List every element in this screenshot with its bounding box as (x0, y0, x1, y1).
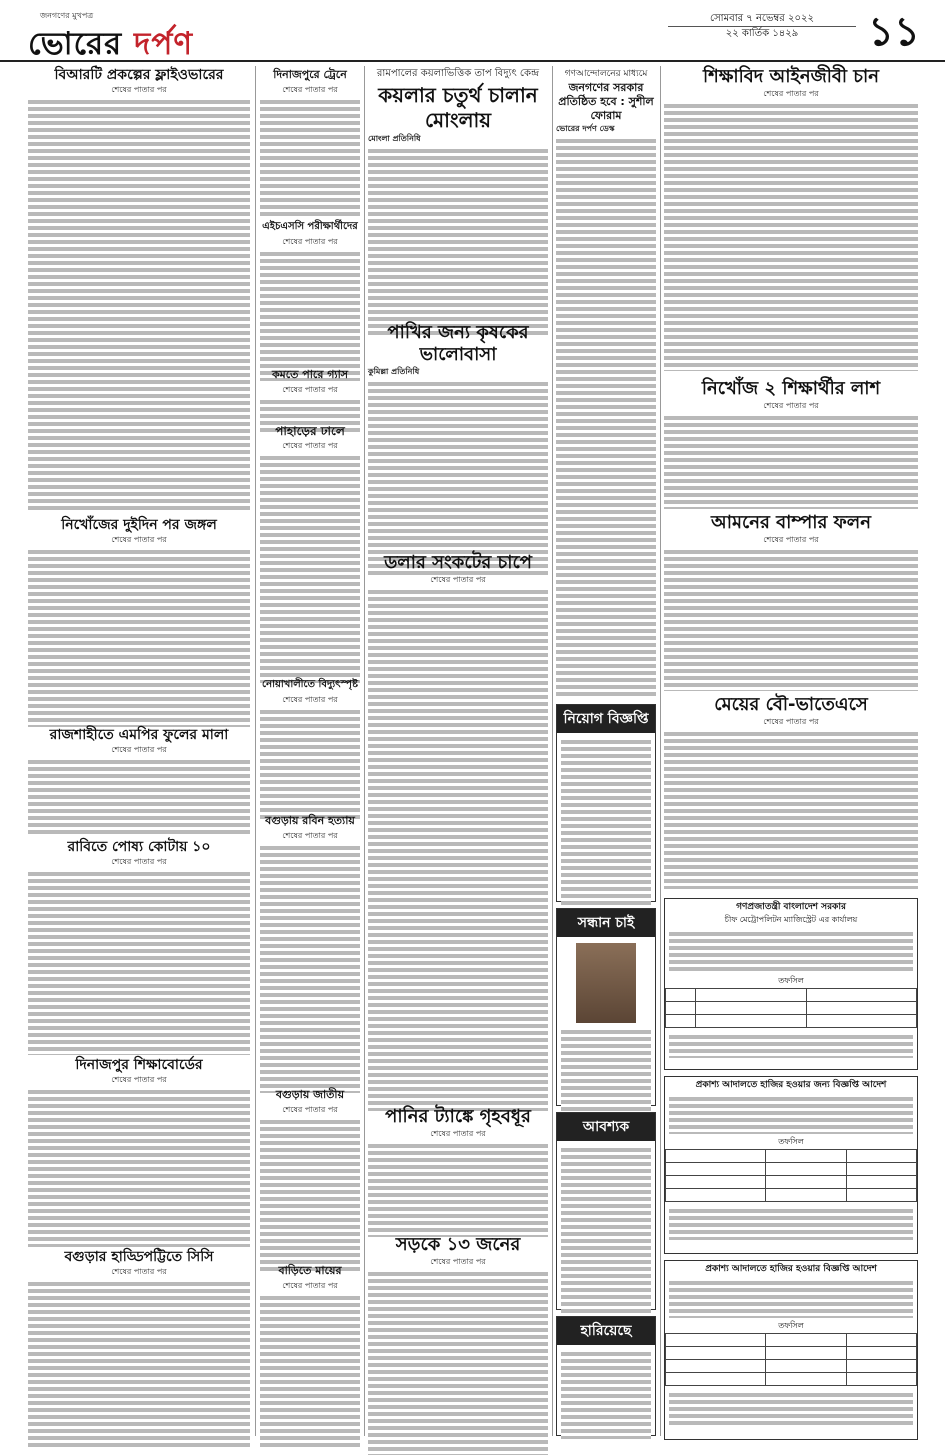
headline: শিক্ষাবিদ আইনজীবী চান (703, 66, 879, 87)
article-dinajpur-train (260, 66, 360, 217)
table-row (666, 1150, 917, 1163)
article-body (260, 249, 360, 381)
continued-label: শেষের পাতার পর (282, 695, 338, 704)
article-brt-flyover (28, 66, 250, 513)
continued-label: শেষের পাতার পর (111, 535, 167, 544)
article-rajshahi-mp (28, 726, 250, 837)
headline: বগুড়ার হাড্ডিপট্টিতে সিসি (64, 1249, 214, 1265)
ad-title: নিয়োগ বিজ্ঞপ্তি (557, 705, 655, 733)
article-body (28, 1087, 250, 1247)
notice-title: প্রকাশ্য আদালতে হাজির হওয়ার জন্য বিজ্ঞপ্তি আদেশ (695, 1080, 887, 1090)
article-body (368, 1269, 548, 1455)
headline: দিনাজপুর শিক্ষাবোর্ডের (75, 1057, 203, 1073)
article-body (368, 587, 548, 1111)
continued-label: শেষের পাতার পর (282, 831, 338, 840)
table-row (666, 1360, 917, 1373)
ad-wanted (556, 1112, 656, 1310)
headline: বিআরটি প্রকল্পের ফ্লাইওভারের (54, 67, 224, 83)
headline: বাড়িতে মায়ের (278, 1264, 342, 1277)
article-dollar-crisis (368, 552, 548, 1111)
article-daughter-reception (664, 694, 918, 889)
table-row (666, 989, 917, 1002)
continued-label: শেষের পাতার পর (111, 745, 167, 754)
article-civil-forum (556, 66, 656, 696)
article-body (260, 707, 360, 819)
table-row (666, 1176, 917, 1189)
notice-table (665, 988, 917, 1028)
notice-table (665, 1333, 917, 1386)
article-two-students (664, 378, 918, 509)
article-rabi-quota (28, 838, 250, 1055)
article-body (260, 1117, 360, 1271)
article-farmer-birds (368, 322, 548, 575)
notice-body (669, 1094, 913, 1134)
masthead (0, 0, 945, 62)
table-row (666, 1015, 917, 1028)
legal-notice-1 (664, 898, 918, 1070)
table-row (666, 1002, 917, 1015)
table-row (666, 1163, 917, 1176)
article-coal-mongla (368, 66, 548, 336)
continued-label: শেষের পাতার পর (430, 575, 486, 584)
byline: মোংলা প্রতিনিধি (368, 133, 421, 143)
table-row (666, 1373, 917, 1386)
article-body (260, 1293, 360, 1449)
article-mother-house (260, 1262, 360, 1449)
table-row (666, 1334, 917, 1347)
continued-label: শেষের পাতার পর (111, 1267, 167, 1276)
article-body (368, 1141, 548, 1237)
headline: জনগণের সরকার প্রতিষ্ঠিত হবে : সুশীল ফোরাম (558, 81, 654, 122)
notice-body (669, 929, 913, 973)
headline: দিনাজপুরে ট্রেনে (273, 68, 347, 81)
article-body (28, 757, 250, 837)
headline: নোয়াখালীতে বিদ্যুৎস্পৃষ্ট (262, 679, 358, 690)
headline: কয়লার চতুর্থ চালান মোংলায় (378, 83, 538, 132)
article-bogura-national (260, 1086, 360, 1271)
continued-label: শেষের পাতার পর (430, 1257, 486, 1266)
article-bogura-robin (260, 812, 360, 1093)
notice-signature (669, 1206, 913, 1240)
column-rule (552, 66, 553, 1436)
logo-part-1: ভোরের (28, 26, 123, 62)
article-body (260, 453, 360, 683)
headline: পানির ট্যাঙ্কে গৃহবধূর (385, 1106, 531, 1127)
article-body (260, 843, 360, 1093)
headline: রাজশাহীতে এমপির ফুলের মালা (49, 727, 229, 743)
ad-body (561, 1145, 651, 1313)
article-body (28, 547, 250, 727)
notice-signature (669, 1390, 913, 1426)
article-dinajpur-board (28, 1056, 250, 1247)
article-hsc-examinees (260, 218, 360, 381)
headline: নিখোঁজের দুইদিন পর জঙ্গল (61, 517, 217, 533)
notice-signature (669, 1032, 913, 1058)
missing-person-photo (576, 943, 636, 1023)
headline: আমনের বাম্পার ফলন (711, 512, 871, 533)
article-missing-jungle (28, 516, 250, 727)
table-caption: তফসিল (778, 1321, 804, 1330)
ad-body (561, 737, 651, 905)
column-rule (660, 66, 661, 1436)
ad-body (561, 1349, 651, 1439)
article-aman-harvest (664, 512, 918, 691)
continued-label: শেষের পাতার পর (763, 717, 819, 726)
kicker: রামপালের কয়লাভিত্তিক তাপ বিদ্যুৎ কেন্দ্র (376, 68, 540, 79)
continued-label: শেষের পাতার পর (111, 857, 167, 866)
table-caption: তফসিল (778, 976, 804, 985)
ad-lost (556, 1316, 656, 1436)
legal-notice-3 (664, 1260, 918, 1440)
article-body (664, 547, 918, 691)
article-body (664, 101, 918, 371)
article-body (28, 1279, 250, 1449)
ad-recruitment (556, 704, 656, 902)
ad-missing-person (556, 908, 656, 1106)
continued-label: শেষের পাতার পর (282, 441, 338, 450)
column-rule (255, 66, 256, 1436)
date-bangla: ২২ কার্তিক ১৪২৯ (725, 28, 799, 39)
article-noakhali (260, 676, 360, 819)
continued-label: শেষের পাতার পর (282, 1105, 338, 1114)
continued-label: শেষের পাতার পর (282, 385, 338, 394)
headline: রাবিতে পোষ্য কোটায় ১০ (67, 839, 211, 855)
legal-notice-2 (664, 1076, 918, 1254)
headline: বগুড়ায় জাতীয় (275, 1088, 345, 1101)
article-body (368, 146, 548, 336)
headline: সড়কে ১৩ জনের (395, 1234, 521, 1255)
byline: ভোরের দর্পণ ডেস্ক (556, 123, 615, 133)
article-body (28, 869, 250, 1055)
continued-label: শেষের পাতার পর (282, 85, 338, 94)
article-body (28, 97, 250, 513)
notice-title: প্রকাশ্য আদালতে হাজির হওয়ার বিজ্ঞপ্তি আদেশ (705, 1264, 877, 1274)
ad-title: আবশ্যক (557, 1113, 655, 1141)
continued-label: শেষের পাতার পর (430, 1129, 486, 1138)
ad-title: সন্ধান চাই (557, 909, 655, 937)
date-box (668, 12, 856, 41)
notice-title: গণপ্রজাতন্ত্রী বাংলাদেশ সরকার (736, 902, 846, 912)
byline: কুমিল্লা প্রতিনিধি (368, 366, 420, 376)
continued-label: শেষের পাতার পর (282, 237, 338, 246)
table-row (666, 1347, 917, 1360)
headline: কমতে পারে গ্যাস (271, 368, 349, 381)
headline: বগুড়ায় রবিন হত্যায় (265, 814, 355, 827)
headline: এইচএসসি পরীক্ষার্থীদের (262, 221, 358, 232)
continued-label: শেষের পাতার পর (111, 1075, 167, 1084)
headline: পাখির জন্য কৃষকের ভালোবাসা (387, 322, 529, 365)
continued-label: শেষের পাতার পর (763, 401, 819, 410)
article-water-tank (368, 1106, 548, 1237)
ad-body (561, 1027, 651, 1123)
continued-label: শেষের পাতার পর (282, 1281, 338, 1290)
headline: ডলার সংকটের চাপে (384, 552, 532, 573)
page-number: ১১ (868, 9, 920, 55)
continued-label: শেষের পাতার পর (111, 85, 167, 94)
headline: মেয়ের বৌ-ভাতেএসে (714, 694, 868, 715)
newspaper-logo (28, 20, 193, 72)
notice-body (669, 1278, 913, 1318)
table-row (666, 1189, 917, 1202)
column-rule (364, 66, 365, 1436)
article-body (260, 97, 360, 217)
kicker: গণআন্দোলনের মাধ্যমে (564, 69, 648, 79)
article-body (664, 729, 918, 889)
article-body (664, 413, 918, 509)
continued-label: শেষের পাতার পর (763, 535, 819, 544)
article-body (368, 379, 548, 575)
article-bogura-cc (28, 1248, 250, 1449)
notice-subtitle: চীফ মেট্রোপলিটন ম্যাজিস্ট্রেট এর কার্যালয় (724, 915, 858, 924)
logo-part-2: দর্পণ (134, 26, 194, 62)
ad-title: হারিয়েছে (557, 1317, 655, 1345)
article-road-13 (368, 1234, 548, 1455)
article-educationist-lawyer (664, 66, 918, 371)
continued-label: শেষের পাতার পর (763, 89, 819, 98)
article-hill-slope (260, 422, 360, 683)
table-caption: তফসিল (778, 1137, 804, 1146)
notice-table (665, 1149, 917, 1202)
headline: নিখোঁজ ২ শিক্ষার্থীর লাশ (701, 378, 881, 399)
article-body (556, 136, 656, 696)
date-gregorian: সোমবার ৭ নভেম্বর ২০২২ (668, 12, 856, 27)
headline: পাহাড়ের ঢালে (275, 424, 345, 438)
tagline: জনগণের মুখপত্র (40, 11, 94, 20)
